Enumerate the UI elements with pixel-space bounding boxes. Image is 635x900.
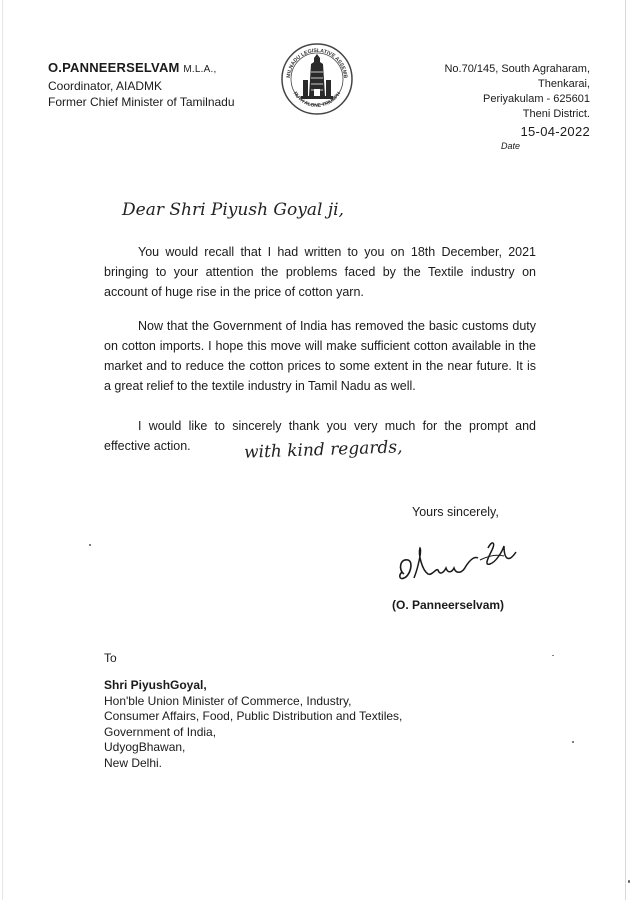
recipient-line: Hon'ble Union Minister of Commerce, Industry, [104, 693, 352, 708]
address-line: Thenkarai, [538, 78, 590, 90]
svg-text:TRUTH ALONE TRIUMPHS: RUTH ALONE TRIUMPH [291, 90, 343, 109]
signature-image [392, 530, 532, 600]
body-paragraph: I would like to sincerely thank you very much for the prompt and effective action. [104, 419, 536, 453]
recipient-name: Shri PiyushGoyal, [104, 678, 207, 692]
date-label: Date [500, 141, 520, 151]
tamilnadu-emblem-icon [280, 42, 354, 116]
scan-speck [89, 544, 91, 546]
svg-text:TAMILNADU LEGISLATIVE ASSEMBLY: MILNADU LEGISLATIVE ASSEMB [285, 47, 349, 79]
address-line: No.70/145, South Agraharam, [444, 63, 590, 75]
scan-speck [628, 880, 630, 883]
sender-address [444, 62, 590, 154]
signer-name: (O. Panneerselvam) [392, 598, 505, 612]
handwritten-closing: with kind regards, [243, 437, 403, 463]
closing-phrase: Yours sincerely, [412, 505, 499, 519]
sender-role: Coordinator, AIADMK [48, 79, 163, 93]
scan-edge-right [625, 0, 626, 900]
recipient-line: Consumer Affairs, Food, Public Distribution and Textiles, [104, 709, 403, 723]
scan-speck [572, 741, 574, 743]
sender-former-title: Former Chief Minister of Tamilnadu [48, 95, 235, 109]
letter-date: 15-04-2022 [520, 124, 590, 139]
recipient-line: Government of India, [104, 724, 217, 739]
sender-name: O.PANNEERSELVAM M.L.A., [48, 60, 217, 75]
handwritten-salutation: Dear Shri Piyush Goyal ji, [122, 200, 344, 220]
recipient-line: UdyogBhawan, [104, 740, 186, 754]
sender-block [48, 60, 235, 110]
recipient-line: New Delhi. [104, 755, 163, 770]
body-paragraph: Now that the Government of India has removed the basic customs duty on cotton imports. I hope this move will make sufficient cotton available in the market and to reduce the cotton prices to some extent in the near future. It is a great relief to the textile industry in Tamil Nadu as well. [104, 319, 536, 393]
address-line: Theni District. [522, 108, 590, 120]
scan-speck [552, 655, 554, 656]
body-paragraph: You would recall that I had written to you on 18th December, 2021 bringing to your attention the problems faced by the Textile industry on account of huge rise in the price of cotton yarn. [104, 245, 536, 299]
address-line: Periyakulam - 625601 [482, 93, 590, 105]
scan-edge-left [2, 0, 3, 900]
to-label: To [104, 651, 117, 665]
recipient-block [104, 678, 402, 771]
